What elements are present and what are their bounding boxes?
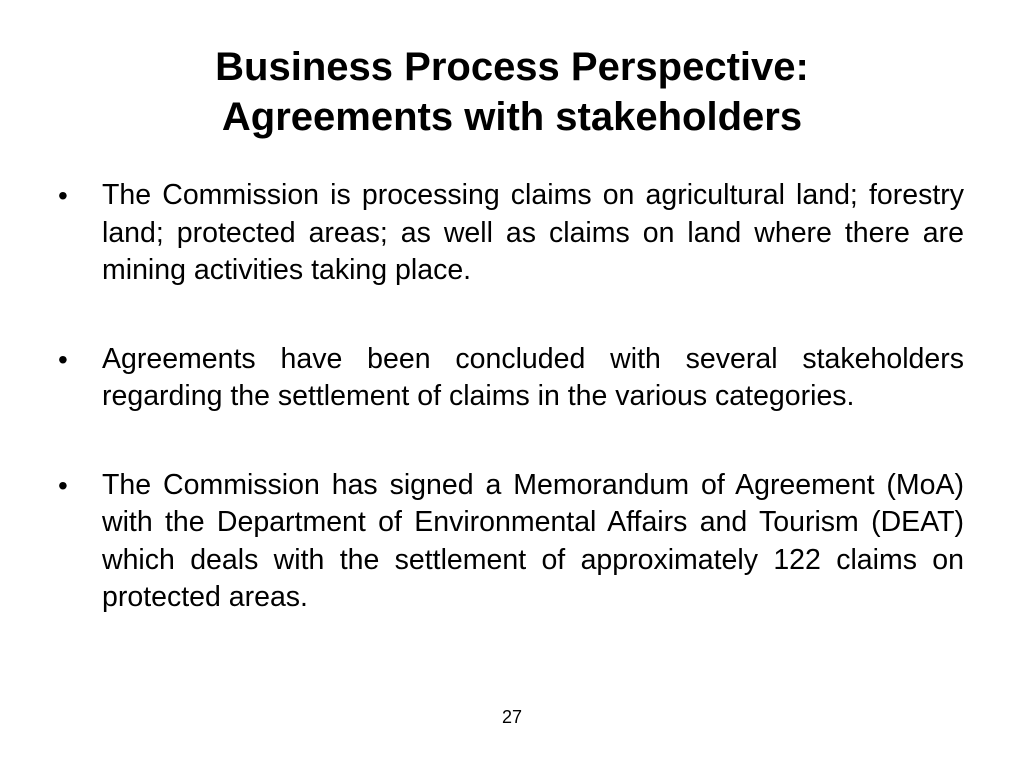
bullet-item: [58, 467, 964, 617]
bullet-dot-icon: •: [58, 469, 68, 501]
bullet-text: Agreements have been concluded with several stakeholders regarding the settlement of claims in the various categories.: [102, 342, 964, 412]
bullet-list: [58, 177, 964, 617]
page-number: 27: [501, 707, 523, 727]
slide-title: [0, 42, 1024, 142]
bullet-item: [58, 177, 964, 290]
bullet-dot-icon: •: [58, 180, 68, 211]
bullet-dot-icon: •: [58, 343, 68, 375]
bullet-item: [58, 341, 964, 416]
slide-title-line-2: Agreements with stakeholders: [221, 95, 803, 139]
bullet-text: The Commission is processing claims on agricultural land; forestry land; protected areas; as well as claims on land where there are mining activities taking place.: [102, 179, 964, 286]
bullet-text: The Commission has signed a Memorandum of Agreement (MoA) with the Department of Environmental Affairs and Tourism (DEAT) which deals with the settlement of approximately 122 claims on protected areas.: [102, 468, 964, 613]
slide-title-line-1: Business Process Perspective:: [215, 45, 809, 89]
